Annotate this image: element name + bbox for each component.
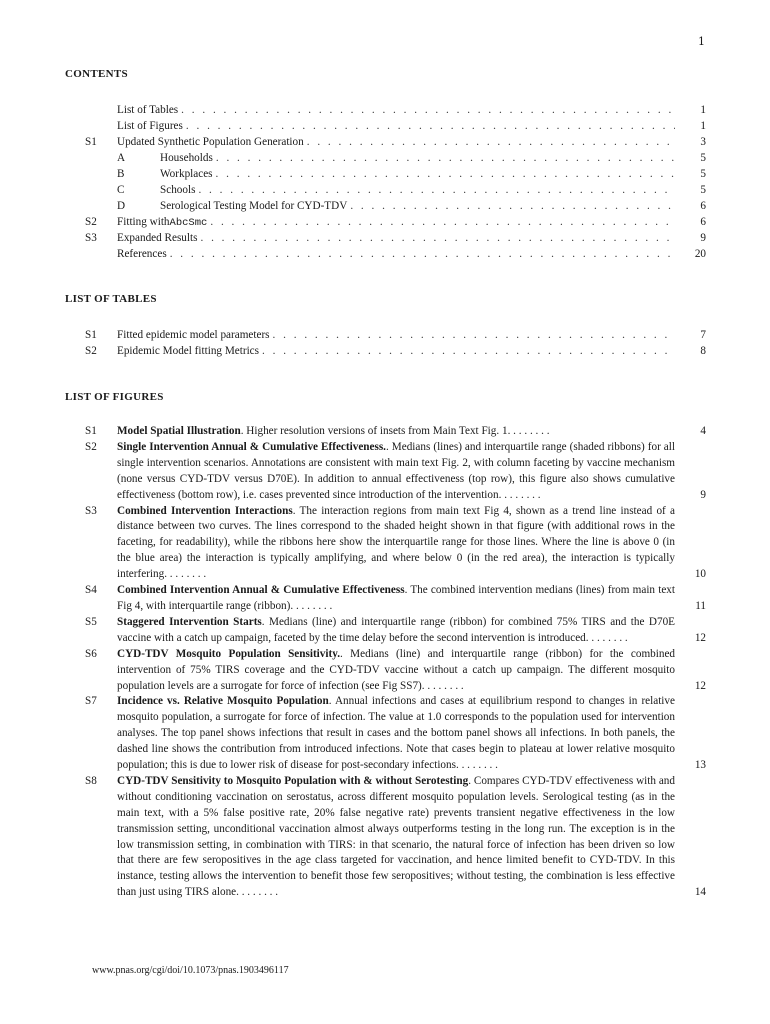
toc-entry[interactable]: [0, 182, 770, 198]
figure-entry-caption: [117, 504, 675, 584]
leader-dots: [350, 198, 675, 214]
toc-entry-label: S3: [85, 232, 97, 244]
leader-dots: [216, 166, 675, 182]
toc-entry-title: Updated Synthetic Population Generation: [117, 136, 304, 148]
figure-entry[interactable]: [0, 440, 770, 504]
leader-dots: [200, 230, 675, 246]
figure-entry-page: 12: [694, 631, 706, 644]
figure-entry-title: Incidence vs. Relative Mosquito Population: [117, 695, 329, 708]
toc-entry-line: [117, 118, 675, 134]
toc-entry-line: [117, 134, 675, 150]
table-entry-label: S2: [85, 345, 97, 357]
contents-heading: CONTENTS: [65, 68, 128, 80]
toc-entry[interactable]: [0, 150, 770, 166]
contents-list: [0, 102, 770, 262]
figures-heading: LIST OF FIGURES: [65, 391, 164, 403]
toc-entry-page: 6: [700, 216, 706, 228]
figure-entry-caption: [117, 694, 675, 774]
toc-entry-sublabel: A: [117, 152, 126, 164]
leader-dots: [273, 327, 675, 343]
figure-entry-text: . Medians (line) and interquartile range (ribbon) for combined 75% TIRS and the D70E vaccine with a catch up campaign, faceted by the time delay before the second intervention is introduced. . . . . . . .: [117, 615, 675, 644]
figure-entry-label: S5: [85, 615, 97, 628]
table-entry-title: Epidemic Model fitting Metrics: [117, 345, 259, 357]
toc-entry-page: 1: [700, 120, 706, 132]
toc-entry-page: 5: [700, 168, 706, 180]
toc-entry-page: 9: [700, 232, 706, 244]
toc-entry[interactable]: [0, 214, 770, 230]
figure-entry-caption: [117, 615, 675, 647]
table-entry-page: 8: [700, 345, 706, 357]
toc-entry-code: AbcSmc: [169, 217, 208, 229]
figure-entry-caption: [117, 424, 675, 440]
leader-dots: [198, 182, 675, 198]
figure-entry[interactable]: [0, 615, 770, 647]
figure-entry-text: . Medians (lines) and interquartile range (shaded ribbons) for all single intervention scenarios. Annotations are consistent with main text Fig. 2, with column faceting by vaccine mechanism (none versus CYD-TDV versus D70E). In addition to annual effectiveness (top row), this figure also shows cumulative effectiveness (bottom row), i.e. cases prevented since introduction of the intervention. . . . . . . .: [117, 440, 675, 501]
toc-entry-sublabel: D: [117, 200, 126, 212]
toc-entry-line: [117, 230, 675, 246]
toc-entry-title: Expanded Results: [117, 232, 198, 244]
figure-entry-text: . Annual infections and cases at equilibrium respond to changes in relative mosquito population, a surrogate for force of infection. The value at 1.0 corresponds to the population used for intervention analyses. The top panel shows infections that result in cases and the bottom panel shows all infections. In both panels, the dashed line shows the contribution from introduced infections. Note that cases begin to plateau at lower relative mosquito population; this is due to lower risk of disease for post-secondary infections. . . . . . . .: [117, 695, 675, 772]
toc-entry-title: Fitting with: [117, 216, 170, 228]
toc-entry-sublabel: C: [117, 184, 125, 196]
table-entry-page: 7: [700, 329, 706, 341]
toc-entry-line: [160, 198, 675, 214]
leader-dots: [210, 214, 675, 230]
page-number: 1: [698, 35, 705, 48]
figure-entry-label: S4: [85, 584, 97, 597]
table-entry-label: S1: [85, 329, 97, 341]
toc-entry-title: Schools: [160, 184, 196, 196]
toc-entry[interactable]: [0, 134, 770, 150]
figure-entry-text: . Higher resolution versions of insets from Main Text Fig. 1. . . . . . . .: [240, 425, 550, 437]
figure-entry-text: . The combined intervention medians (lines) from main text Fig 4, with interquartile range (ribbon). . . . . . . .: [117, 584, 675, 612]
figure-entry-label: S2: [85, 440, 97, 453]
figure-entry-caption: [117, 583, 675, 615]
figure-entry-title: Staggered Intervention Starts: [117, 615, 262, 628]
toc-entry-title: Workplaces: [160, 168, 213, 180]
leader-dots: [170, 246, 675, 262]
toc-entry-label: S1: [85, 136, 97, 148]
figure-entry-page: 4: [700, 425, 706, 437]
figure-entry-page: 13: [694, 759, 706, 772]
toc-entry-page: 3: [700, 136, 706, 148]
toc-entry-line: [160, 166, 675, 182]
toc-entry-line: [160, 150, 675, 166]
leader-dots: [186, 118, 675, 134]
toc-entry-page: 5: [700, 184, 706, 196]
figure-entry-caption: [117, 774, 675, 901]
figure-entry-label: S8: [85, 774, 97, 787]
leader-dots: [181, 102, 675, 118]
figure-entry[interactable]: [0, 583, 770, 615]
figure-entry-title: Single Intervention Annual & Cumulative Effectiveness.: [117, 440, 386, 453]
figure-entry-label: S7: [85, 695, 97, 708]
toc-entry-page: 6: [700, 200, 706, 212]
figure-entry-text: . Compares CYD-TDV effectiveness with and without conditioning vaccination on serostatus, across different mosquito population levels. Serological testing (as in the main text, with a 5% false positive rate, 20% false negative rate) prevents transient negative effectiveness in the low transmission setting, unconditional vaccination almost always outperforms testing in the long run. The exception is in the low transmission setting, in combination with TIRS: in that scenario, the natural force of infection has been driven so low that there are few seropositives in the age class targeted for vaccination, and hence limited benefit to CYD-TDV. In this instance, testing allows the intervention to benefit those few seropositives; without testing, the combination is less effective than just using TIRS alone. . . . . . . .: [117, 774, 675, 899]
figure-entry-title: CYD-TDV Mosquito Population Sensitivity.: [117, 647, 340, 660]
tables-heading: LIST OF TABLES: [65, 293, 157, 305]
leader-dots: [307, 134, 675, 150]
toc-entry-title: Households: [160, 152, 213, 164]
toc-entry-page: 1: [700, 104, 706, 116]
figure-entry-page: 10: [694, 568, 706, 581]
leader-dots: [262, 343, 675, 359]
figure-entry-text: . Medians (line) and interquartile range (ribbon) for the combined intervention of 75% TIRS coverage and the CYD-TDV vaccine without a catch up campaign. The different mosquito population levels are a surrogate for force of infection (see Fig SS7). . . . . . . .: [117, 647, 676, 692]
doi-footer: www.pnas.org/cgi/doi/10.1073/pnas.1903496117: [92, 965, 289, 976]
tables-list: [0, 327, 770, 359]
figure-entry-page: 11: [695, 599, 706, 612]
toc-entry-line: [117, 246, 675, 262]
figure-entry-caption: [117, 647, 675, 695]
figure-entry-label: S6: [85, 647, 97, 660]
toc-entry-page: 5: [700, 152, 706, 164]
figure-entry[interactable]: [0, 694, 770, 774]
table-entry-line: [117, 343, 675, 359]
toc-entry-title: Serological Testing Model for CYD-TDV: [160, 200, 348, 212]
table-entry-line: [117, 327, 675, 343]
toc-entry-line: [117, 102, 675, 118]
toc-entry-label: S2: [85, 216, 97, 228]
figure-entry-title: Model Spatial Illustration: [117, 425, 241, 437]
table-entry-title: Fitted epidemic model parameters: [117, 329, 270, 341]
toc-entry[interactable]: [0, 198, 770, 214]
figure-entry-title: CYD-TDV Sensitivity to Mosquito Population with & without Serotesting: [117, 774, 469, 787]
toc-entry[interactable]: [0, 230, 770, 246]
figure-entry-label: S3: [85, 504, 97, 517]
figure-entry-title: Combined Intervention Annual & Cumulative Effectiveness: [117, 584, 405, 597]
figure-entry-text: . The interaction regions from main text Fig 4, shown as a trend line instead of a distance between two curves. The lines correspond to the shaded height shown in that figure (with additional rows in the faceting, for readability), while the ribbons here show the interquartile range for those lines. Where the line is above 0 (in the blue area) the interaction is typically amplifying, and where below 0 (in the red area), the interaction is typically interfering. . . . . . . .: [117, 504, 675, 581]
toc-entry[interactable]: [0, 166, 770, 182]
figure-entry[interactable]: [0, 504, 770, 584]
toc-entry-title: References: [117, 248, 167, 260]
toc-entry-page: 20: [694, 248, 706, 260]
figure-entry-caption: [117, 440, 675, 504]
toc-entry-title: List of Tables: [117, 104, 179, 116]
leader-dots: [216, 150, 675, 166]
toc-entry[interactable]: [0, 102, 770, 118]
figure-entry[interactable]: [0, 647, 770, 695]
toc-entry-line: [160, 182, 675, 198]
toc-entry-sublabel: B: [117, 168, 125, 180]
figure-entry-page: 9: [700, 488, 706, 501]
toc-entry-title: List of Figures: [117, 120, 183, 132]
figures-list: [0, 424, 770, 901]
figure-entry[interactable]: [0, 774, 770, 901]
figure-entry-label: S1: [85, 425, 97, 437]
figure-entry[interactable]: [0, 424, 770, 440]
figure-entry-page: 12: [694, 679, 706, 692]
toc-entry-line: [117, 214, 675, 231]
toc-entry[interactable]: [0, 118, 770, 134]
table-entry[interactable]: [0, 327, 770, 343]
figure-entry-page: 14: [694, 886, 706, 899]
figure-entry-title: Combined Intervention Interactions: [117, 504, 293, 517]
table-entry[interactable]: [0, 343, 770, 359]
toc-entry[interactable]: [0, 246, 770, 262]
